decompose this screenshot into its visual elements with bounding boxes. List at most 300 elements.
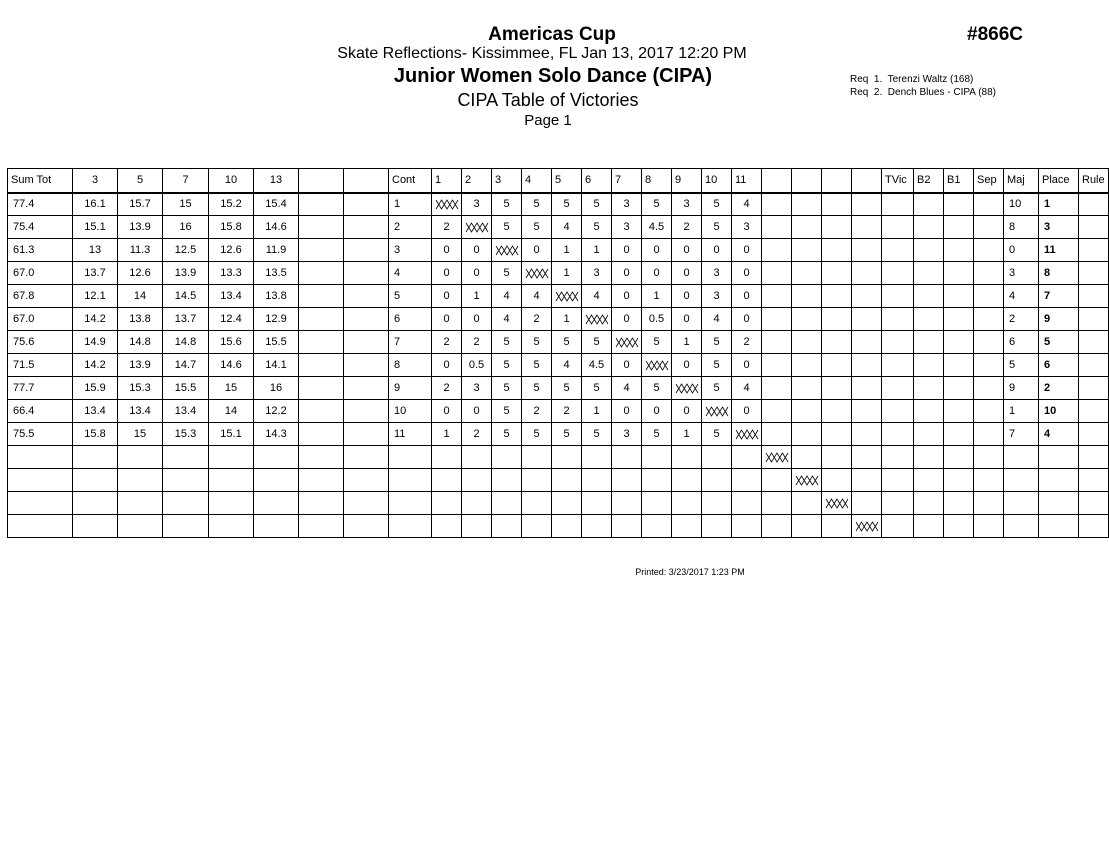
table-cell	[914, 193, 944, 216]
self-comparison-cell	[822, 492, 852, 515]
table-cell: 15.2	[209, 193, 254, 216]
table-cell: 4	[612, 377, 642, 400]
table-cell	[254, 446, 299, 469]
table-cell: 0	[432, 262, 462, 285]
table-cell	[299, 262, 344, 285]
table-cell: 2	[1004, 308, 1039, 331]
table-cell: 6	[1004, 331, 1039, 354]
table-cell: 5	[702, 193, 732, 216]
table-cell: 5	[492, 216, 522, 239]
table-cell: 67.8	[8, 285, 73, 308]
table-cell	[792, 193, 822, 216]
table-row	[8, 469, 1109, 492]
table-cell	[792, 423, 822, 446]
table-cell	[299, 216, 344, 239]
table-cell: 75.4	[8, 216, 73, 239]
table-cell	[344, 423, 389, 446]
table-cell	[389, 515, 432, 538]
table-cell	[882, 446, 914, 469]
table-cell: 1	[552, 262, 582, 285]
table-cell: 5	[492, 262, 522, 285]
table-cell	[299, 492, 344, 515]
diagonal-cross-mark	[466, 223, 488, 232]
table-cell	[1079, 400, 1109, 423]
table-cell	[882, 239, 914, 262]
table-cell	[882, 515, 914, 538]
table-cell	[344, 285, 389, 308]
table-cell: 8	[1004, 216, 1039, 239]
table-cell	[852, 239, 882, 262]
table-row	[8, 216, 1109, 239]
table-cell: 0	[432, 354, 462, 377]
table-cell	[672, 469, 702, 492]
table-cell	[822, 515, 852, 538]
table-cell	[73, 492, 118, 515]
table-cell: 2	[432, 377, 462, 400]
table-cell: 5	[702, 354, 732, 377]
column-header: 5	[552, 169, 582, 193]
table-cell: 1	[1004, 400, 1039, 423]
table-cell: 71.5	[8, 354, 73, 377]
column-header: 4	[522, 169, 552, 193]
table-cell: 4.5	[582, 354, 612, 377]
table-cell	[299, 331, 344, 354]
table-cell	[914, 262, 944, 285]
table-cell: 4	[492, 285, 522, 308]
table-cell	[762, 492, 792, 515]
table-cell: 2	[432, 331, 462, 354]
table-cell: 67.0	[8, 308, 73, 331]
table-cell	[822, 469, 852, 492]
table-cell	[8, 515, 73, 538]
printed-timestamp: Printed: 3/23/2017 1:23 PM	[635, 567, 745, 577]
column-header: Sep	[974, 169, 1004, 193]
table-cell	[8, 446, 73, 469]
table-cell: 13.5	[254, 262, 299, 285]
table-cell: 5	[582, 377, 612, 400]
table-cell: 12.2	[254, 400, 299, 423]
table-cell: 5	[492, 331, 522, 354]
table-cell: 67.0	[8, 262, 73, 285]
table-cell: 1	[552, 239, 582, 262]
table-cell	[792, 308, 822, 331]
table-cell	[432, 469, 462, 492]
self-comparison-cell	[552, 285, 582, 308]
table-cell	[882, 193, 914, 216]
table-cell	[944, 354, 974, 377]
table-cell	[344, 193, 389, 216]
table-cell: 0	[672, 354, 702, 377]
table-cell	[792, 446, 822, 469]
table-cell	[344, 239, 389, 262]
table-cell: 5	[389, 285, 432, 308]
table-cell	[944, 193, 974, 216]
column-header: 13	[254, 169, 299, 193]
table-cell	[792, 216, 822, 239]
diagonal-cross-mark	[526, 269, 548, 278]
table-cell: 0	[672, 400, 702, 423]
place-cell	[1039, 469, 1079, 492]
table-cell: 4	[732, 193, 762, 216]
table-cell	[852, 308, 882, 331]
table-cell	[944, 446, 974, 469]
table-cell: 14.2	[73, 354, 118, 377]
table-cell	[914, 308, 944, 331]
table-cell	[852, 423, 882, 446]
table-cell	[522, 492, 552, 515]
table-cell: 2	[389, 216, 432, 239]
table-cell: 15.8	[73, 423, 118, 446]
table-cell	[792, 285, 822, 308]
table-cell	[492, 492, 522, 515]
table-cell: 14.5	[163, 285, 209, 308]
table-cell	[974, 239, 1004, 262]
table-cell: 0	[462, 262, 492, 285]
table-cell	[299, 285, 344, 308]
table-cell	[792, 262, 822, 285]
place-cell: 3	[1039, 216, 1079, 239]
table-cell: 0.5	[642, 308, 672, 331]
table-cell: 11.3	[118, 239, 163, 262]
table-cell: 15.6	[209, 331, 254, 354]
table-cell	[612, 492, 642, 515]
table-cell	[974, 331, 1004, 354]
table-row	[8, 354, 1109, 377]
table-cell	[944, 492, 974, 515]
table-cell	[492, 469, 522, 492]
table-cell	[1079, 515, 1109, 538]
place-cell	[1039, 492, 1079, 515]
table-cell	[974, 469, 1004, 492]
table-cell: 1	[462, 285, 492, 308]
table-cell	[254, 469, 299, 492]
column-header: TVic	[882, 169, 914, 193]
table-cell	[344, 354, 389, 377]
table-cell	[702, 492, 732, 515]
table-cell	[762, 377, 792, 400]
place-cell: 9	[1039, 308, 1079, 331]
table-cell	[1079, 423, 1109, 446]
column-header: B1	[944, 169, 974, 193]
table-cell: 0	[702, 239, 732, 262]
table-cell: 12.6	[118, 262, 163, 285]
table-cell: 14.7	[163, 354, 209, 377]
table-cell: 0	[642, 239, 672, 262]
table-cell	[612, 469, 642, 492]
table-cell: 15.1	[73, 216, 118, 239]
table-cell: 0	[732, 262, 762, 285]
table-cell: 14.8	[118, 331, 163, 354]
table-row	[8, 377, 1109, 400]
table-cell	[974, 446, 1004, 469]
table-cell	[1079, 308, 1109, 331]
table-cell	[299, 308, 344, 331]
table-cell: 14.1	[254, 354, 299, 377]
table-cell: 0	[612, 400, 642, 423]
table-cell	[762, 216, 792, 239]
table-cell	[582, 446, 612, 469]
table-cell: 5	[552, 193, 582, 216]
table-cell	[974, 492, 1004, 515]
table-cell	[822, 400, 852, 423]
table-cell	[914, 377, 944, 400]
place-cell: 8	[1039, 262, 1079, 285]
table-cell: 2	[432, 216, 462, 239]
table-cell	[914, 239, 944, 262]
table-cell	[974, 285, 1004, 308]
table-cell	[344, 216, 389, 239]
table-cell	[8, 492, 73, 515]
table-cell	[852, 216, 882, 239]
table-cell: 0	[732, 308, 762, 331]
table-cell: 0	[672, 262, 702, 285]
place-cell: 4	[1039, 423, 1079, 446]
table-cell: 13.4	[73, 400, 118, 423]
column-header	[792, 169, 822, 193]
table-row	[8, 239, 1109, 262]
table-cell	[882, 423, 914, 446]
table-cell	[1079, 492, 1109, 515]
table-cell	[762, 400, 792, 423]
table-cell	[762, 331, 792, 354]
table-cell: 5	[642, 423, 672, 446]
table-cell: 1	[672, 423, 702, 446]
table-cell: 14.6	[254, 216, 299, 239]
table-cell: 5	[582, 331, 612, 354]
column-header	[762, 169, 792, 193]
table-cell	[492, 446, 522, 469]
table-cell	[852, 492, 882, 515]
diagonal-cross-mark	[826, 499, 848, 508]
table-cell: 2	[462, 423, 492, 446]
table-cell: 13.3	[209, 262, 254, 285]
table-cell: 3	[672, 193, 702, 216]
column-header: Rule	[1079, 169, 1109, 193]
table-cell: 16	[163, 216, 209, 239]
table-cell: 5	[642, 331, 672, 354]
table-cell: 5	[522, 354, 552, 377]
table-cell	[792, 400, 822, 423]
table-cell	[792, 492, 822, 515]
table-cell	[118, 492, 163, 515]
table-cell: 0	[462, 400, 492, 423]
table-cell	[852, 469, 882, 492]
table-cell: 14	[209, 400, 254, 423]
table-cell	[582, 515, 612, 538]
table-cell: 11	[389, 423, 432, 446]
self-comparison-cell	[642, 354, 672, 377]
table-cell: 3	[582, 262, 612, 285]
table-cell: 5	[522, 331, 552, 354]
table-cell	[209, 469, 254, 492]
table-cell	[672, 515, 702, 538]
table-cell: 0	[612, 262, 642, 285]
table-cell: 0	[462, 239, 492, 262]
table-cell	[944, 239, 974, 262]
table-cell	[944, 308, 974, 331]
table-cell	[732, 515, 762, 538]
table-cell	[822, 285, 852, 308]
table-cell	[882, 216, 914, 239]
table-cell: 5	[492, 377, 522, 400]
table-cell	[792, 331, 822, 354]
table-cell	[792, 377, 822, 400]
table-cell	[702, 469, 732, 492]
table-cell: 0	[672, 308, 702, 331]
table-cell	[209, 446, 254, 469]
table-cell: 15.5	[254, 331, 299, 354]
table-cell	[462, 492, 492, 515]
table-cell: 13.7	[163, 308, 209, 331]
table-cell: 5	[582, 216, 612, 239]
table-cell: 5	[642, 377, 672, 400]
place-cell: 11	[1039, 239, 1079, 262]
table-cell	[732, 469, 762, 492]
table-cell	[974, 354, 1004, 377]
requirement-2: Req 2. Dench Blues - CIPA (88)	[850, 87, 996, 98]
table-cell: 5	[552, 423, 582, 446]
table-cell	[732, 446, 762, 469]
table-cell	[944, 285, 974, 308]
table-cell	[762, 308, 792, 331]
table-cell: 0	[612, 354, 642, 377]
column-header: 5	[118, 169, 163, 193]
table-cell	[882, 400, 914, 423]
table-cell	[462, 446, 492, 469]
table-cell: 15.3	[118, 377, 163, 400]
table-cell: 13	[73, 239, 118, 262]
table-cell	[1004, 492, 1039, 515]
column-header: Place	[1039, 169, 1079, 193]
table-cell: 3	[612, 193, 642, 216]
table-cell	[344, 400, 389, 423]
column-header	[344, 169, 389, 193]
table-cell: 5	[492, 354, 522, 377]
table-cell: 12.9	[254, 308, 299, 331]
table-cell: 15.1	[209, 423, 254, 446]
table-cell: 1	[672, 331, 702, 354]
table-cell	[163, 515, 209, 538]
self-comparison-cell	[492, 239, 522, 262]
table-cell	[974, 515, 1004, 538]
table-cell	[73, 446, 118, 469]
table-cell	[762, 423, 792, 446]
table-cell	[1079, 377, 1109, 400]
table-cell: 13.9	[118, 216, 163, 239]
table-cell	[642, 446, 672, 469]
table-cell: 4	[389, 262, 432, 285]
table-cell: 13.7	[73, 262, 118, 285]
table-cell	[792, 515, 822, 538]
table-cell: 5	[522, 377, 552, 400]
table-cell	[974, 262, 1004, 285]
table-cell	[762, 354, 792, 377]
table-cell	[762, 239, 792, 262]
table-row	[8, 193, 1109, 216]
table-cell: 0	[732, 285, 762, 308]
table-cell: 2	[522, 308, 552, 331]
table-cell: 75.6	[8, 331, 73, 354]
table-cell	[882, 492, 914, 515]
table-cell	[1079, 193, 1109, 216]
table-cell: 15.7	[118, 193, 163, 216]
table-cell: 5	[552, 331, 582, 354]
table-cell	[299, 515, 344, 538]
diagonal-cross-mark	[616, 338, 638, 347]
table-cell	[944, 515, 974, 538]
table-cell: 0	[522, 239, 552, 262]
table-cell: 0	[642, 400, 672, 423]
table-cell	[762, 285, 792, 308]
table-cell: 77.7	[8, 377, 73, 400]
column-header	[852, 169, 882, 193]
table-row	[8, 515, 1109, 538]
column-header: 2	[462, 169, 492, 193]
table-cell: 0	[732, 354, 762, 377]
table-cell	[344, 515, 389, 538]
table-cell: 14.8	[163, 331, 209, 354]
self-comparison-cell	[672, 377, 702, 400]
table-cell: 0	[432, 239, 462, 262]
table-cell: 0	[1004, 239, 1039, 262]
table-cell: 15.3	[163, 423, 209, 446]
table-cell: 1	[389, 193, 432, 216]
diagonal-cross-mark	[736, 430, 758, 439]
table-cell: 2	[732, 331, 762, 354]
column-header: 9	[672, 169, 702, 193]
self-comparison-cell	[432, 193, 462, 216]
table-cell: 1	[582, 239, 612, 262]
diagonal-cross-mark	[676, 384, 698, 393]
table-cell	[852, 354, 882, 377]
table-cell: 14	[118, 285, 163, 308]
table-cell: 13.8	[254, 285, 299, 308]
table-cell: 0	[732, 239, 762, 262]
table-cell	[822, 216, 852, 239]
table-cell	[1079, 285, 1109, 308]
table-cell: 0	[612, 308, 642, 331]
table-cell: 16.1	[73, 193, 118, 216]
table-cell	[209, 515, 254, 538]
table-cell	[1079, 354, 1109, 377]
column-header: 7	[163, 169, 209, 193]
table-cell	[299, 423, 344, 446]
column-header: 1	[432, 169, 462, 193]
table-cell	[852, 331, 882, 354]
table-cell: 8	[389, 354, 432, 377]
table-cell	[974, 193, 1004, 216]
table-row	[8, 423, 1109, 446]
table-cell: 0	[642, 262, 672, 285]
column-header: 7	[612, 169, 642, 193]
table-cell: 61.3	[8, 239, 73, 262]
table-cell	[344, 469, 389, 492]
place-cell: 7	[1039, 285, 1079, 308]
table-cell: 15.5	[163, 377, 209, 400]
table-cell: 1	[582, 400, 612, 423]
table-cell: 3	[612, 423, 642, 446]
table-cell: 4	[702, 308, 732, 331]
table-cell	[8, 469, 73, 492]
table-cell	[822, 239, 852, 262]
table-cell	[299, 239, 344, 262]
table-cell	[822, 446, 852, 469]
table-cell: 1	[432, 423, 462, 446]
table-cell: 5	[702, 331, 732, 354]
table-cell	[882, 262, 914, 285]
table-row	[8, 308, 1109, 331]
table-cell	[882, 354, 914, 377]
